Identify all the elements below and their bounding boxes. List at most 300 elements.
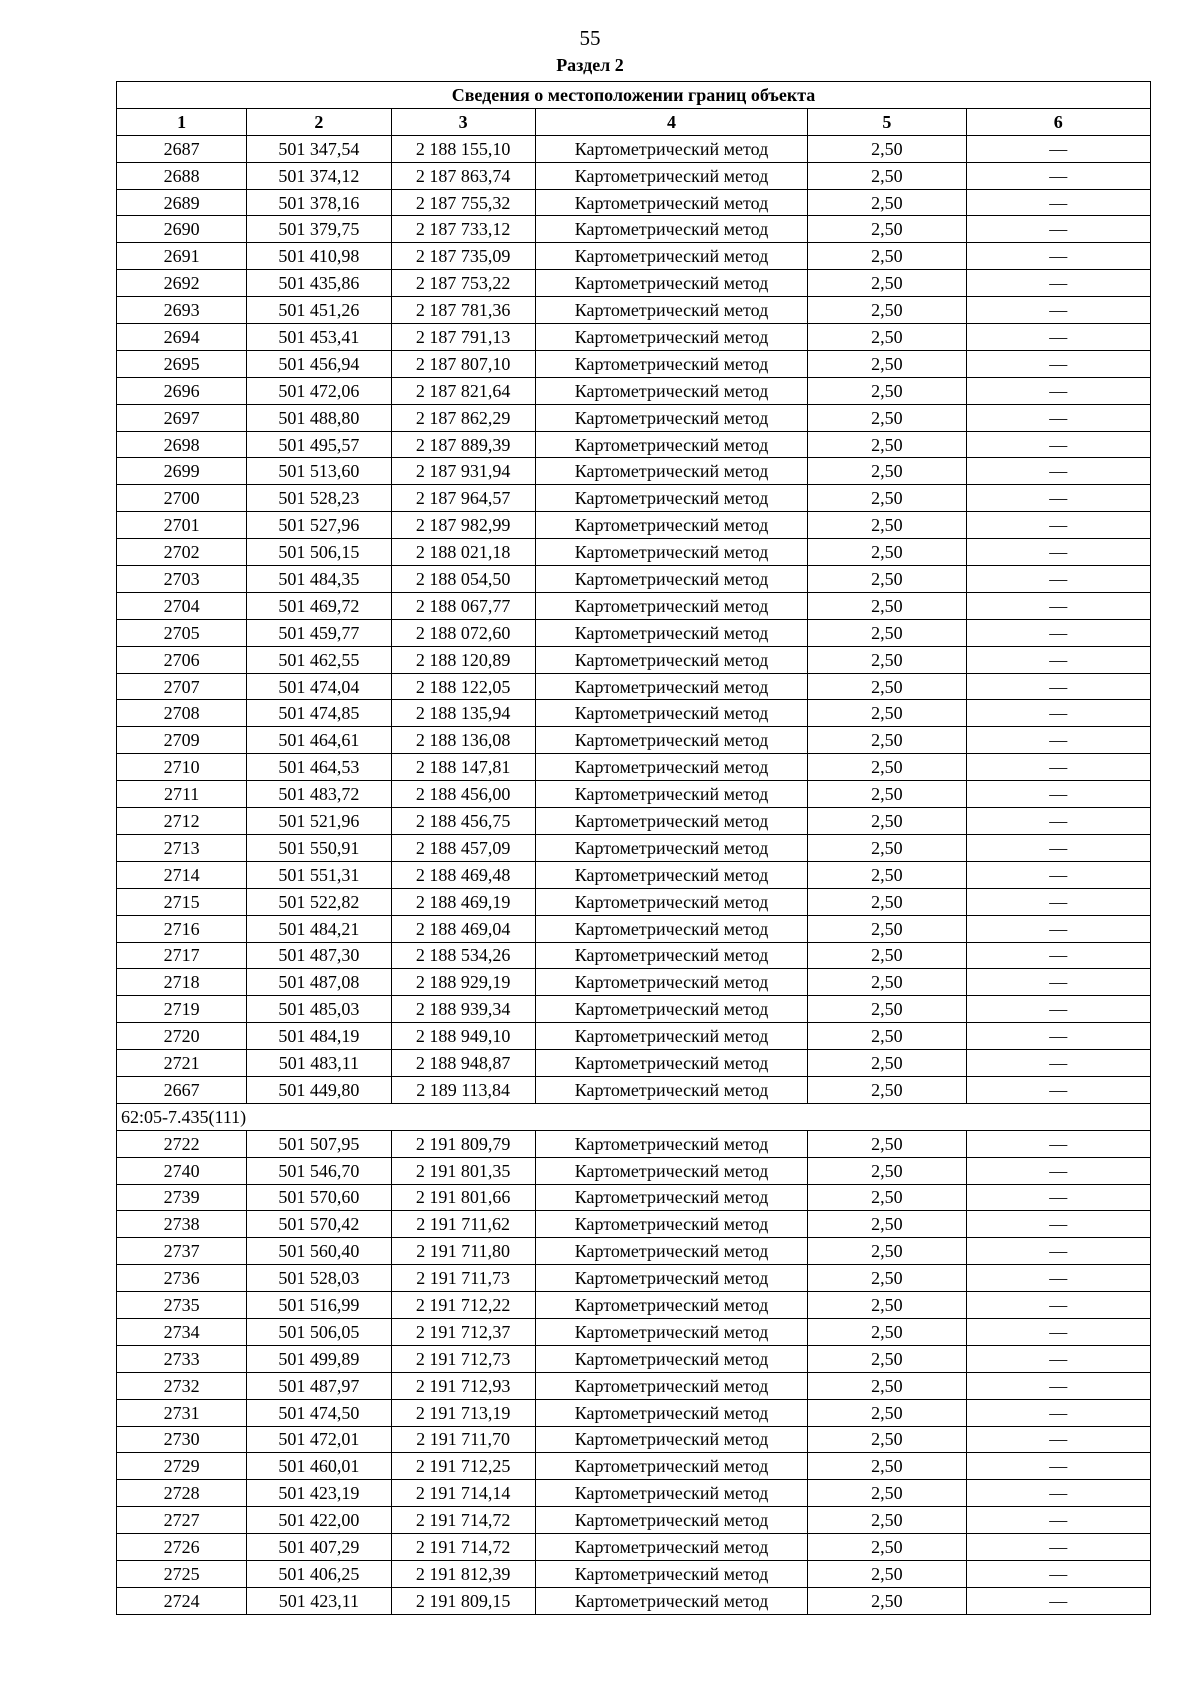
note-cell: — — [966, 1076, 1150, 1103]
y-coordinate-cell: 2 187 982,99 — [391, 512, 535, 539]
note-cell: — — [966, 512, 1150, 539]
table-row — [117, 324, 1151, 351]
accuracy-cell: 2,50 — [808, 1157, 966, 1184]
table-row — [117, 189, 1151, 216]
y-coordinate-cell: 2 191 812,39 — [391, 1560, 535, 1587]
table-row — [117, 969, 1151, 996]
note-cell: — — [966, 834, 1150, 861]
y-coordinate-cell: 2 188 949,10 — [391, 1023, 535, 1050]
x-coordinate-cell: 501 527,96 — [247, 512, 391, 539]
table-row — [117, 1050, 1151, 1077]
point-number-cell: 2729 — [117, 1453, 247, 1480]
accuracy-cell: 2,50 — [808, 1265, 966, 1292]
table-row — [117, 915, 1151, 942]
point-number-cell: 2705 — [117, 619, 247, 646]
table-row — [117, 377, 1151, 404]
note-cell: — — [966, 1211, 1150, 1238]
point-number-cell: 2701 — [117, 512, 247, 539]
table-row — [117, 673, 1151, 700]
method-cell: Картометрический метод — [535, 243, 808, 270]
note-cell: — — [966, 189, 1150, 216]
y-coordinate-cell: 2 188 456,00 — [391, 781, 535, 808]
group-label: 62:05-7.435(111) — [117, 1103, 1151, 1130]
table-row — [117, 888, 1151, 915]
table-row — [117, 270, 1151, 297]
note-cell: — — [966, 808, 1150, 835]
x-coordinate-cell: 501 516,99 — [247, 1292, 391, 1319]
table-row — [117, 1292, 1151, 1319]
point-number-cell: 2730 — [117, 1426, 247, 1453]
method-cell: Картометрический метод — [535, 377, 808, 404]
y-coordinate-cell: 2 191 712,93 — [391, 1372, 535, 1399]
accuracy-cell: 2,50 — [808, 1076, 966, 1103]
note-cell: — — [966, 566, 1150, 593]
method-cell: Картометрический метод — [535, 619, 808, 646]
y-coordinate-cell: 2 188 136,08 — [391, 727, 535, 754]
y-coordinate-cell: 2 188 120,89 — [391, 646, 535, 673]
note-cell: — — [966, 969, 1150, 996]
table-row — [117, 1076, 1151, 1103]
note-cell: — — [966, 270, 1150, 297]
y-coordinate-cell: 2 191 714,14 — [391, 1480, 535, 1507]
method-cell: Картометрический метод — [535, 1399, 808, 1426]
method-cell: Картометрический метод — [535, 1265, 808, 1292]
point-number-cell: 2696 — [117, 377, 247, 404]
accuracy-cell: 2,50 — [808, 243, 966, 270]
accuracy-cell: 2,50 — [808, 189, 966, 216]
accuracy-cell: 2,50 — [808, 1345, 966, 1372]
table-row — [117, 942, 1151, 969]
y-coordinate-cell: 2 188 067,77 — [391, 592, 535, 619]
table-row — [117, 135, 1151, 162]
y-coordinate-cell: 2 187 781,36 — [391, 297, 535, 324]
y-coordinate-cell: 2 191 712,22 — [391, 1292, 535, 1319]
y-coordinate-cell: 2 188 457,09 — [391, 834, 535, 861]
x-coordinate-cell: 501 472,06 — [247, 377, 391, 404]
method-cell: Картометрический метод — [535, 1345, 808, 1372]
x-coordinate-cell: 501 570,42 — [247, 1211, 391, 1238]
x-coordinate-cell: 501 407,29 — [247, 1534, 391, 1561]
method-cell: Картометрический метод — [535, 1157, 808, 1184]
point-number-cell: 2728 — [117, 1480, 247, 1507]
note-cell: — — [966, 350, 1150, 377]
note-cell: — — [966, 1238, 1150, 1265]
x-coordinate-cell: 501 551,31 — [247, 861, 391, 888]
note-cell: — — [966, 1507, 1150, 1534]
x-coordinate-cell: 501 474,04 — [247, 673, 391, 700]
note-cell: — — [966, 324, 1150, 351]
method-cell: Картометрический метод — [535, 539, 808, 566]
table-row — [117, 834, 1151, 861]
y-coordinate-cell: 2 187 964,57 — [391, 485, 535, 512]
x-coordinate-cell: 501 462,55 — [247, 646, 391, 673]
note-cell: — — [966, 888, 1150, 915]
table-row — [117, 1130, 1151, 1157]
point-number-cell: 2667 — [117, 1076, 247, 1103]
method-cell: Картометрический метод — [535, 1534, 808, 1561]
method-cell: Картометрический метод — [535, 162, 808, 189]
table-row — [117, 1345, 1151, 1372]
note-cell: — — [966, 1560, 1150, 1587]
method-cell: Картометрический метод — [535, 431, 808, 458]
table-row — [117, 297, 1151, 324]
section-title: Раздел 2 — [556, 55, 624, 75]
table-row — [117, 1211, 1151, 1238]
y-coordinate-cell: 2 188 948,87 — [391, 1050, 535, 1077]
x-coordinate-cell: 501 485,03 — [247, 996, 391, 1023]
method-cell: Картометрический метод — [535, 324, 808, 351]
table-row — [117, 1318, 1151, 1345]
y-coordinate-cell: 2 191 712,25 — [391, 1453, 535, 1480]
point-number-cell: 2734 — [117, 1318, 247, 1345]
column-header-2: 2 — [247, 108, 391, 135]
y-coordinate-cell: 2 187 889,39 — [391, 431, 535, 458]
point-number-cell: 2719 — [117, 996, 247, 1023]
accuracy-cell: 2,50 — [808, 727, 966, 754]
x-coordinate-cell: 501 423,19 — [247, 1480, 391, 1507]
point-number-cell: 2716 — [117, 915, 247, 942]
table-row — [117, 1560, 1151, 1587]
point-number-cell: 2739 — [117, 1184, 247, 1211]
x-coordinate-cell: 501 487,08 — [247, 969, 391, 996]
x-coordinate-cell: 501 406,25 — [247, 1560, 391, 1587]
note-cell: — — [966, 1157, 1150, 1184]
accuracy-cell: 2,50 — [808, 458, 966, 485]
note-cell: — — [966, 754, 1150, 781]
accuracy-cell: 2,50 — [808, 592, 966, 619]
x-coordinate-cell: 501 464,61 — [247, 727, 391, 754]
table-row — [117, 1157, 1151, 1184]
point-number-cell: 2736 — [117, 1265, 247, 1292]
y-coordinate-cell: 2 191 711,80 — [391, 1238, 535, 1265]
point-number-cell: 2694 — [117, 324, 247, 351]
x-coordinate-cell: 501 560,40 — [247, 1238, 391, 1265]
point-number-cell: 2688 — [117, 162, 247, 189]
point-number-cell: 2700 — [117, 485, 247, 512]
accuracy-cell: 2,50 — [808, 1318, 966, 1345]
method-cell: Картометрический метод — [535, 404, 808, 431]
note-cell: — — [966, 162, 1150, 189]
note-cell: — — [966, 297, 1150, 324]
accuracy-cell: 2,50 — [808, 324, 966, 351]
table-row — [117, 350, 1151, 377]
method-cell: Картометрический метод — [535, 754, 808, 781]
table-row — [117, 861, 1151, 888]
method-cell: Картометрический метод — [535, 1211, 808, 1238]
y-coordinate-cell: 2 189 113,84 — [391, 1076, 535, 1103]
y-coordinate-cell: 2 188 456,75 — [391, 808, 535, 835]
note-cell: — — [966, 1050, 1150, 1077]
y-coordinate-cell: 2 191 714,72 — [391, 1534, 535, 1561]
y-coordinate-cell: 2 188 155,10 — [391, 135, 535, 162]
accuracy-cell: 2,50 — [808, 942, 966, 969]
note-cell: — — [966, 619, 1150, 646]
x-coordinate-cell: 501 487,30 — [247, 942, 391, 969]
method-cell: Картометрический метод — [535, 1130, 808, 1157]
x-coordinate-cell: 501 487,97 — [247, 1372, 391, 1399]
method-cell: Картометрический метод — [535, 297, 808, 324]
point-number-cell: 2720 — [117, 1023, 247, 1050]
point-number-cell: 2711 — [117, 781, 247, 808]
point-number-cell: 2738 — [117, 1211, 247, 1238]
method-cell: Картометрический метод — [535, 350, 808, 377]
accuracy-cell: 2,50 — [808, 1211, 966, 1238]
point-number-cell: 2732 — [117, 1372, 247, 1399]
table-row — [117, 592, 1151, 619]
note-cell: — — [966, 727, 1150, 754]
x-coordinate-cell: 501 522,82 — [247, 888, 391, 915]
point-number-cell: 2693 — [117, 297, 247, 324]
table-row — [117, 1426, 1151, 1453]
table-row — [117, 1399, 1151, 1426]
x-coordinate-cell: 501 472,01 — [247, 1426, 391, 1453]
table-row — [117, 1507, 1151, 1534]
accuracy-cell: 2,50 — [808, 861, 966, 888]
x-coordinate-cell: 501 423,11 — [247, 1587, 391, 1614]
y-coordinate-cell: 2 191 711,73 — [391, 1265, 535, 1292]
note-cell: — — [966, 1587, 1150, 1614]
accuracy-cell: 2,50 — [808, 1507, 966, 1534]
table-row — [117, 1238, 1151, 1265]
accuracy-cell: 2,50 — [808, 1426, 966, 1453]
accuracy-cell: 2,50 — [808, 404, 966, 431]
point-number-cell: 2692 — [117, 270, 247, 297]
note-cell: — — [966, 1399, 1150, 1426]
point-number-cell: 2709 — [117, 727, 247, 754]
x-coordinate-cell: 501 495,57 — [247, 431, 391, 458]
table-row — [117, 458, 1151, 485]
method-cell: Картометрический метод — [535, 1480, 808, 1507]
method-cell: Картометрический метод — [535, 592, 808, 619]
x-coordinate-cell: 501 484,21 — [247, 915, 391, 942]
x-coordinate-cell: 501 464,53 — [247, 754, 391, 781]
note-cell: — — [966, 1184, 1150, 1211]
y-coordinate-cell: 2 191 712,73 — [391, 1345, 535, 1372]
method-cell: Картометрический метод — [535, 834, 808, 861]
y-coordinate-cell: 2 188 534,26 — [391, 942, 535, 969]
point-number-cell: 2717 — [117, 942, 247, 969]
accuracy-cell: 2,50 — [808, 673, 966, 700]
accuracy-cell: 2,50 — [808, 350, 966, 377]
accuracy-cell: 2,50 — [808, 539, 966, 566]
x-coordinate-cell: 501 459,77 — [247, 619, 391, 646]
note-cell: — — [966, 431, 1150, 458]
column-header-5: 5 — [808, 108, 966, 135]
x-coordinate-cell: 501 550,91 — [247, 834, 391, 861]
group-row — [117, 1103, 1151, 1130]
note-cell: — — [966, 781, 1150, 808]
x-coordinate-cell: 501 435,86 — [247, 270, 391, 297]
table-row — [117, 1480, 1151, 1507]
method-cell: Картометрический метод — [535, 485, 808, 512]
table-row — [117, 646, 1151, 673]
point-number-cell: 2690 — [117, 216, 247, 243]
note-cell: — — [966, 592, 1150, 619]
y-coordinate-cell: 2 188 021,18 — [391, 539, 535, 566]
x-coordinate-cell: 501 456,94 — [247, 350, 391, 377]
table-row — [117, 996, 1151, 1023]
x-coordinate-cell: 501 488,80 — [247, 404, 391, 431]
table-row — [117, 727, 1151, 754]
point-number-cell: 2707 — [117, 673, 247, 700]
table-caption-row — [117, 82, 1151, 109]
y-coordinate-cell: 2 188 147,81 — [391, 754, 535, 781]
x-coordinate-cell: 501 483,72 — [247, 781, 391, 808]
table-row — [117, 700, 1151, 727]
note-cell: — — [966, 673, 1150, 700]
method-cell: Картометрический метод — [535, 1453, 808, 1480]
x-coordinate-cell: 501 570,60 — [247, 1184, 391, 1211]
x-coordinate-cell: 501 507,95 — [247, 1130, 391, 1157]
y-coordinate-cell: 2 191 801,66 — [391, 1184, 535, 1211]
note-cell: — — [966, 1292, 1150, 1319]
x-coordinate-cell: 501 451,26 — [247, 297, 391, 324]
accuracy-cell: 2,50 — [808, 1023, 966, 1050]
table-row — [117, 162, 1151, 189]
method-cell: Картометрический метод — [535, 700, 808, 727]
accuracy-cell: 2,50 — [808, 1534, 966, 1561]
y-coordinate-cell: 2 191 809,79 — [391, 1130, 535, 1157]
note-cell: — — [966, 915, 1150, 942]
y-coordinate-cell: 2 191 712,37 — [391, 1318, 535, 1345]
table-row — [117, 485, 1151, 512]
y-coordinate-cell: 2 191 713,19 — [391, 1399, 535, 1426]
point-number-cell: 2737 — [117, 1238, 247, 1265]
method-cell: Картометрический метод — [535, 673, 808, 700]
accuracy-cell: 2,50 — [808, 1560, 966, 1587]
table-caption: Сведения о местоположении границ объекта — [117, 82, 1151, 109]
column-header-1: 1 — [117, 108, 247, 135]
note-cell: — — [966, 1372, 1150, 1399]
note-cell: — — [966, 458, 1150, 485]
point-number-cell: 2691 — [117, 243, 247, 270]
method-cell: Картометрический метод — [535, 270, 808, 297]
column-header-3: 3 — [391, 108, 535, 135]
y-coordinate-cell: 2 191 809,15 — [391, 1587, 535, 1614]
method-cell: Картометрический метод — [535, 189, 808, 216]
note-cell: — — [966, 1426, 1150, 1453]
point-number-cell: 2689 — [117, 189, 247, 216]
table-row — [117, 781, 1151, 808]
method-cell: Картометрический метод — [535, 888, 808, 915]
y-coordinate-cell: 2 188 939,34 — [391, 996, 535, 1023]
table-body — [117, 135, 1151, 1614]
point-number-cell: 2703 — [117, 566, 247, 593]
method-cell: Картометрический метод — [535, 1292, 808, 1319]
accuracy-cell: 2,50 — [808, 216, 966, 243]
y-coordinate-cell: 2 188 054,50 — [391, 566, 535, 593]
x-coordinate-cell: 501 474,50 — [247, 1399, 391, 1426]
table-row — [117, 431, 1151, 458]
point-number-cell: 2714 — [117, 861, 247, 888]
point-number-cell: 2697 — [117, 404, 247, 431]
y-coordinate-cell: 2 187 755,32 — [391, 189, 535, 216]
table-row — [117, 566, 1151, 593]
method-cell: Картометрический метод — [535, 1507, 808, 1534]
note-cell: — — [966, 1345, 1150, 1372]
page-number: 55 — [579, 26, 601, 50]
method-cell: Картометрический метод — [535, 1050, 808, 1077]
note-cell: — — [966, 1480, 1150, 1507]
accuracy-cell: 2,50 — [808, 834, 966, 861]
accuracy-cell: 2,50 — [808, 1292, 966, 1319]
note-cell: — — [966, 539, 1150, 566]
y-coordinate-cell: 2 188 135,94 — [391, 700, 535, 727]
y-coordinate-cell: 2 187 735,09 — [391, 243, 535, 270]
method-cell: Картометрический метод — [535, 1426, 808, 1453]
y-coordinate-cell: 2 187 807,10 — [391, 350, 535, 377]
point-number-cell: 2687 — [117, 135, 247, 162]
accuracy-cell: 2,50 — [808, 915, 966, 942]
point-number-cell: 2699 — [117, 458, 247, 485]
method-cell: Картометрический метод — [535, 1372, 808, 1399]
accuracy-cell: 2,50 — [808, 646, 966, 673]
accuracy-cell: 2,50 — [808, 1399, 966, 1426]
note-cell: — — [966, 700, 1150, 727]
note-cell: — — [966, 646, 1150, 673]
note-cell: — — [966, 996, 1150, 1023]
x-coordinate-cell: 501 460,01 — [247, 1453, 391, 1480]
point-number-cell: 2722 — [117, 1130, 247, 1157]
note-cell: — — [966, 1534, 1150, 1561]
accuracy-cell: 2,50 — [808, 431, 966, 458]
y-coordinate-cell: 2 188 469,19 — [391, 888, 535, 915]
table-row — [117, 539, 1151, 566]
point-number-cell: 2725 — [117, 1560, 247, 1587]
point-number-cell: 2695 — [117, 350, 247, 377]
note-cell: — — [966, 243, 1150, 270]
method-cell: Картометрический метод — [535, 1318, 808, 1345]
note-cell: — — [966, 942, 1150, 969]
y-coordinate-cell: 2 188 072,60 — [391, 619, 535, 646]
note-cell: — — [966, 404, 1150, 431]
x-coordinate-cell: 501 347,54 — [247, 135, 391, 162]
y-coordinate-cell: 2 187 863,74 — [391, 162, 535, 189]
point-number-cell: 2708 — [117, 700, 247, 727]
y-coordinate-cell: 2 187 791,13 — [391, 324, 535, 351]
accuracy-cell: 2,50 — [808, 1587, 966, 1614]
x-coordinate-cell: 501 453,41 — [247, 324, 391, 351]
method-cell: Картометрический метод — [535, 216, 808, 243]
accuracy-cell: 2,50 — [808, 1372, 966, 1399]
y-coordinate-cell: 2 187 733,12 — [391, 216, 535, 243]
method-cell: Картометрический метод — [535, 135, 808, 162]
point-number-cell: 2713 — [117, 834, 247, 861]
y-coordinate-cell: 2 187 931,94 — [391, 458, 535, 485]
y-coordinate-cell: 2 187 753,22 — [391, 270, 535, 297]
accuracy-cell: 2,50 — [808, 996, 966, 1023]
x-coordinate-cell: 501 410,98 — [247, 243, 391, 270]
y-coordinate-cell: 2 191 711,70 — [391, 1426, 535, 1453]
x-coordinate-cell: 501 513,60 — [247, 458, 391, 485]
accuracy-cell: 2,50 — [808, 619, 966, 646]
table-row — [117, 1534, 1151, 1561]
accuracy-cell: 2,50 — [808, 754, 966, 781]
point-number-cell: 2731 — [117, 1399, 247, 1426]
method-cell: Картометрический метод — [535, 1238, 808, 1265]
point-number-cell: 2733 — [117, 1345, 247, 1372]
accuracy-cell: 2,50 — [808, 270, 966, 297]
table-row — [117, 243, 1151, 270]
accuracy-cell: 2,50 — [808, 485, 966, 512]
table-header-row — [117, 108, 1151, 135]
table-row — [117, 754, 1151, 781]
method-cell: Картометрический метод — [535, 566, 808, 593]
y-coordinate-cell: 2 187 821,64 — [391, 377, 535, 404]
accuracy-cell: 2,50 — [808, 297, 966, 324]
x-coordinate-cell: 501 378,16 — [247, 189, 391, 216]
x-coordinate-cell: 501 499,89 — [247, 1345, 391, 1372]
